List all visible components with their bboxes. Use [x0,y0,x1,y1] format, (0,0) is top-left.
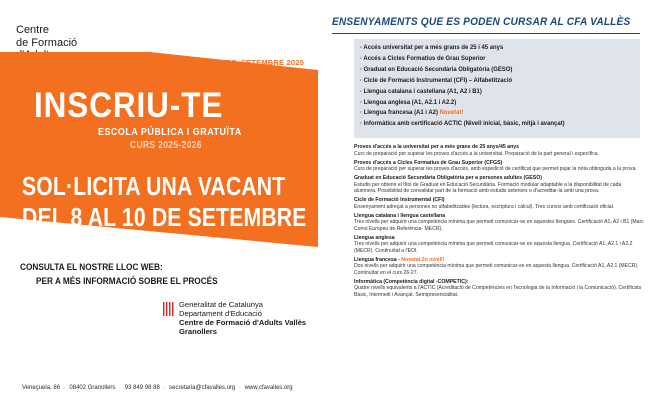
footer-postcode: 08402 Granollers [69,385,116,391]
title-divider [332,33,640,34]
date-line: GRANOLLERS, SETEMBRE 2025 [181,58,304,67]
detail-item [354,213,644,232]
offer-item-text: · Cicle de Formació Instrumental (CFI) – Alfabetització [360,76,513,84]
detail-heading-text: Informàtica (Competència digital -COMPETIC): [354,278,469,285]
footer-separator: · [238,385,241,391]
detail-body: Quatre nivells equivalents a l'ACTIC (Acreditació de Competències en Tecnologia de la Informació i la Comunicació). Certificats Bàsic, Intermedi i Avançat. Semipresencialitat. [354,285,642,298]
detail-heading [354,257,644,264]
course-year: CURS 2025-2026 [130,140,202,151]
info-line: PER A MÉS INFORMACIÓ SOBRE EL PROCÉS [36,276,218,287]
footer-website[interactable]: www.cfavalles.org [244,385,293,391]
detail-body: Curs de preparació per superar les proves d'accés, amb expedició de certificat que permet pujar la nota obtinguda a la prova. [354,166,637,173]
detail-heading-text: Llengua francesa - [354,256,402,263]
offer-item-text: · Informàtica amb certificació ACTIC (Nivell inicial, bàsic, mitjà i avançat) [360,120,565,128]
detail-body: Estudis per obtenir el títol de Graduat en Educació Secundària. Formació modular adaptable a la disponibilitat de cada alumne/a. Possibilitat de convalidar part de la formació amb estudis anteriors o d'acreditar-la amb una prova. [354,181,622,195]
detail-heading-text: Graduat en Educació Secundària Obligatòria per a persones adultes (GESO) [354,175,542,182]
vacancy-line-1: SOL·LICITA UNA VACANT [22,173,286,201]
offer-item-text: · Graduat en Educació Secundària Obligatòria (GESO) [360,65,513,73]
detail-heading-text: Cicle de Formació Instrumental (CFI) [354,197,445,204]
detail-heading-text: Llengua anglesa [354,234,395,241]
detail-body: Ensenyament adreçat a persones no alfabetitzades (lectura, escriptura i càlcul). Tres cursos amb certificació oficial. [354,203,615,210]
footer-phone: 93 849 98 88 [124,385,160,391]
centre-name-line: Centre [16,24,50,36]
offer-summary-box [354,39,640,138]
offer-item [360,98,612,109]
detail-item [354,279,644,298]
generalitat-line: Departament d'Educació [179,309,262,318]
detail-heading [354,213,644,220]
footer-email[interactable]: secretaria@cfavalles.org [169,385,236,391]
detail-item [354,144,644,157]
course-details [354,144,644,301]
consult-website [20,262,259,273]
detail-item [354,160,644,173]
detail-body: Tres nivells per adquirir una competència mínima que permeti comunicar-se en aquesta llengua. Certificació A1, A2.1 i A2.2 (MECR). Continuïtat a l'EOI. [354,241,633,254]
offer-item [360,65,612,76]
detail-item [354,235,644,254]
consult-prefix: CONSULTA EL NOSTRE LLOC WEB: [20,262,163,273]
detail-heading-text: Llengua catalana i llengua castellana [354,212,446,219]
offer-item-text: · Accés a Cicles Formatius de Grau Superior [360,54,486,62]
detail-item [354,197,644,210]
detail-heading [354,235,644,242]
flyer-left-panel [0,0,318,401]
offer-item [360,87,612,98]
offer-list [354,39,640,130]
offer-item [360,119,612,130]
vacancy-line-2: DEL 8 AL 10 DE SETEMBRE [22,204,307,232]
detail-body: Tres nivells per adquirir una competència mínima que permeti comunicar-se en aquestes llengües. Certificació A1, A2 i B1 (Marc Comú Europeu de Referència- MECR). [354,219,644,232]
detail-item [354,257,644,276]
generalitat-line: Granollers [179,327,217,336]
detail-item [354,175,644,194]
detail-body: Curs de preparació per superar les proves d'accés a la universitat. Preparació de la part general i específica. [354,150,600,157]
generalitat-text [179,300,306,336]
detail-body: Dos nivells per adquirir una competència mínima que permeti comunicar-se en aquesta llengua. Certificació A1, A2.1 (MECR). Continuïtat en el curs 26-27. [354,263,639,276]
detail-badge: Novetat 2n nivell! [401,256,445,263]
offer-item [360,76,612,87]
offer-badge: Novetat! [439,109,464,117]
headline: INSCRIU-TE [34,86,224,125]
detail-heading-text: Proves d'accés a la universitat per a més grans de 25 anys/45 anys [354,144,520,150]
website-link[interactable]: WWW.CFAVALLES.ORG [165,262,260,273]
offer-item [360,108,612,119]
subheadline: ESCOLA PÚBLICA I GRATUÏTA [98,126,242,138]
footer-address: Veneçuela, 86 [22,385,61,391]
footer-separator: · [63,385,66,391]
generalitat-line: Centre de Formació d'Adults Vallès [179,318,307,327]
detail-heading [354,175,644,182]
generalitat-line: Generalitat de Catalunya [179,300,264,309]
footer-separator: · [163,385,166,391]
detail-heading [354,160,644,167]
offer-item-text: · Llengua francesa (A1 i A2) [360,109,440,117]
footer-separator: · [119,385,122,391]
flyer-right-panel [322,0,650,401]
courses-title: ENSENYAMENTS QUE ES PODEN CURSAR AL CFA VALLÈS [332,16,631,28]
detail-heading [354,279,644,286]
offer-item-text: · Llengua anglesa (A1, A2.1 i A2.2) [360,98,457,106]
detail-heading [354,144,644,151]
offer-item [360,54,612,65]
offer-item-text: · Llengua catalana i castellana (A1, A2 i B1) [360,87,482,95]
offer-item-text: · Accés universitat per a més grans de 25 i 45 anys [360,44,504,51]
detail-heading [354,197,644,204]
offer-item [360,43,612,54]
detail-heading-text: Proves d'accés a Cicles Formatius de Grau Superior (CFGS) [354,159,503,166]
generalitat-logo-icon [162,302,175,316]
centre-name-line: de Formació [16,36,78,49]
contact-footer [22,385,293,391]
